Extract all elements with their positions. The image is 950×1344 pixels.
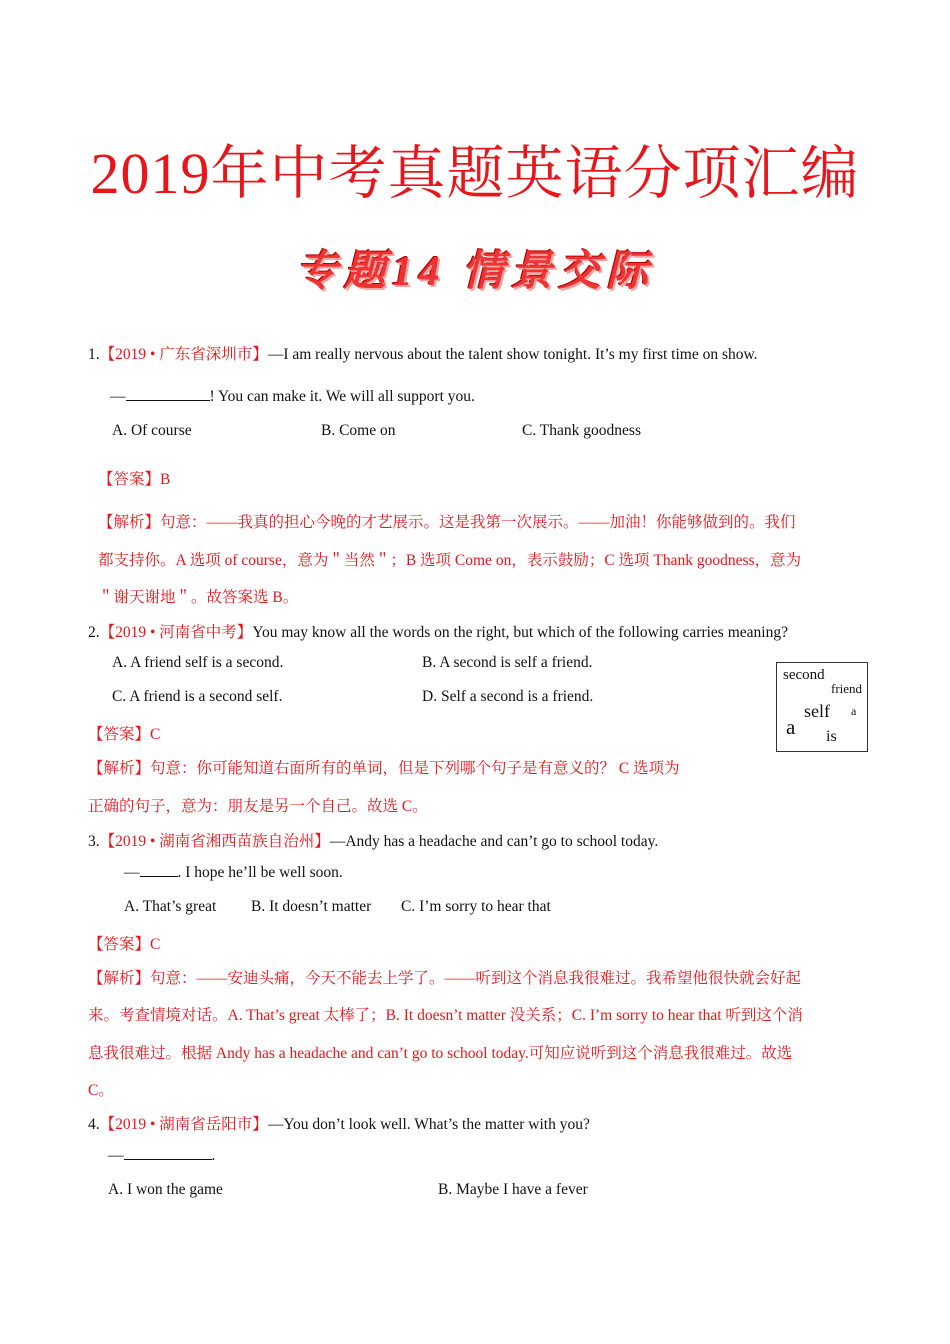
word: self: [804, 701, 830, 721]
question-source: 【2019 • 广东省深圳市】: [99, 346, 268, 363]
analysis-line: C。: [88, 1082, 114, 1099]
option-b: B. It doesn’t matter: [251, 898, 372, 915]
option-a: A. That’s great: [124, 898, 217, 915]
question-number: 3.: [88, 833, 100, 850]
question-1-stem: [88, 342, 758, 364]
analysis-line: 【解析】句意：——我真的担心今晚的才艺展示。这是我第一次展示。——加油！你能够做到的。我们: [98, 514, 796, 531]
answer-label: 【答案】C: [88, 726, 161, 743]
option-b: B. Maybe I have a fever: [438, 1181, 588, 1198]
question-3-stem: [88, 829, 658, 851]
option-a: A. Of course: [112, 422, 192, 439]
option-a: A. A friend self is a second.: [112, 654, 284, 671]
question-text: You may know all the words on the right, but which of the following carries meaning?: [252, 624, 788, 641]
answer-blank: [140, 875, 178, 877]
question-3-reply: — . I hope he’ll be well soon.: [124, 864, 343, 881]
question-1-reply: — ! You can make it. We will all support you.: [110, 388, 475, 405]
answer-label: 【答案】B: [98, 471, 171, 488]
analysis-line: 【解析】句意：你可能知道右面所有的单词，但是下列哪个句子是有意义的？ C 选项为: [88, 760, 680, 777]
analysis-line: 【解析】句意：——安迪头痛，今天不能去上学了。——听到这个消息我很难过。我希望他很快就会好起: [88, 970, 802, 987]
option-b: B. A second is self a friend.: [422, 654, 593, 671]
analysis-line: 都支持你。A 选项 of course，意为＂当然＂；B 选项 Come on，表示鼓励；C 选项 Thank goodness，意为: [98, 552, 802, 569]
question-number: 4.: [88, 1116, 100, 1133]
analysis-line: 息我很难过。根据 Andy has a headache and can’t go to school today.可知应说听到这个消息我很难过。故选: [88, 1045, 793, 1062]
option-b: B. Come on: [321, 422, 396, 439]
word: is: [826, 728, 837, 745]
question-2-stem: [88, 620, 788, 642]
question-source: 【2019 • 湖南省湘西苗族自治州】: [99, 833, 330, 850]
word: a: [786, 715, 796, 739]
option-c: C. Thank goodness: [522, 422, 641, 439]
document-subtitle: 专题14 情景交际: [295, 249, 655, 295]
document-title: 2019年中考真题英语分项汇编: [90, 141, 860, 206]
option-d: D. Self a second is a friend.: [422, 688, 594, 705]
question-source: 【2019 • 湖南省岳阳市】: [99, 1116, 268, 1133]
word: friend: [831, 681, 863, 696]
question-text: —I am really nervous about the talent show tonight. It’s my first time on show.: [267, 346, 758, 363]
question-number: 1.: [88, 346, 100, 363]
word-box-image: [776, 662, 868, 752]
question-text: —You don’t look well. What’s the matter with you?: [267, 1116, 590, 1133]
analysis-line: 来。考查情境对话。A. That’s great 太棒了；B. It doesn’t matter 没关系；C. I’m sorry to hear that 听到这个消: [88, 1007, 803, 1024]
option-c: C. I’m sorry to hear that: [401, 898, 551, 915]
answer-label: 【答案】C: [88, 936, 161, 953]
word: second: [783, 667, 825, 683]
option-c: C. A friend is a second self.: [112, 688, 283, 705]
question-number: 2.: [88, 624, 100, 641]
word: a: [851, 704, 857, 718]
analysis-line: 正确的句子，意为：朋友是另一个自己。故选 C。: [88, 798, 428, 815]
question-text: —Andy has a headache and can’t go to school today.: [329, 833, 659, 850]
question-source: 【2019 • 河南省中考】: [99, 624, 253, 641]
question-4-stem: [88, 1112, 590, 1134]
answer-blank: [126, 399, 210, 401]
question-4-reply: — .: [108, 1147, 216, 1164]
analysis-line: ＂谢天谢地＂。故答案选 B。: [98, 589, 299, 606]
answer-blank: [124, 1158, 212, 1160]
option-a: A. I won the game: [108, 1181, 223, 1198]
